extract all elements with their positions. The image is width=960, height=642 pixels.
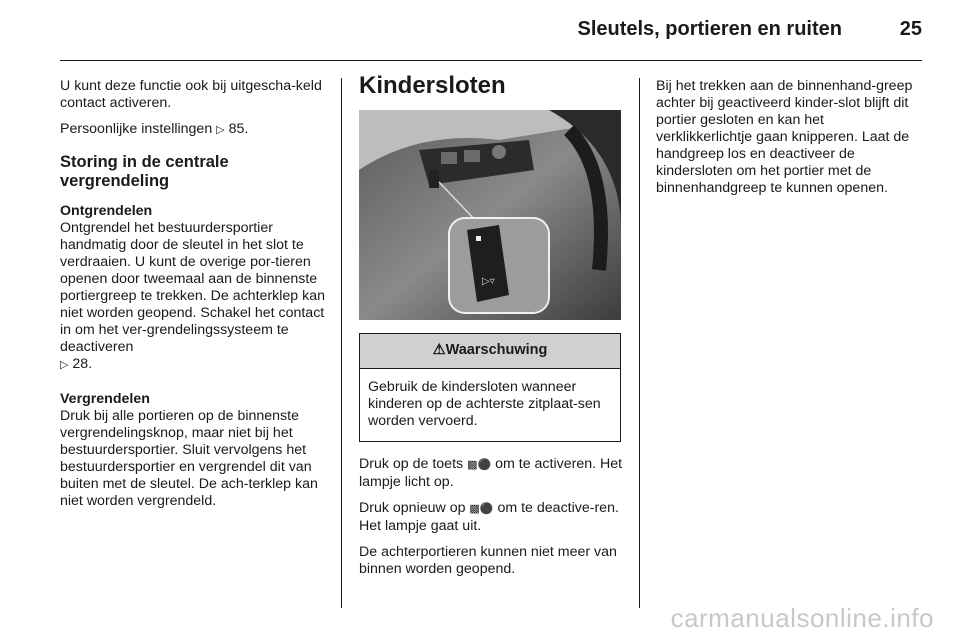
paragraph: U kunt deze functie ook bij uitgescha-keld contact activeren. <box>60 78 322 111</box>
subheading-unlock: Ontgrendelen <box>60 203 153 219</box>
warning-box <box>359 333 621 442</box>
column-middle <box>359 72 624 587</box>
warning-icon: ⚠ <box>432 342 446 358</box>
unlock-ref: 28. <box>72 356 93 372</box>
column-divider <box>639 78 640 608</box>
child-lock-icon: ▩⚫ <box>467 459 492 471</box>
door-switch-photo <box>359 110 621 320</box>
column-left <box>60 78 328 519</box>
column-divider <box>341 78 342 608</box>
section-title-kindersloten: Kindersloten <box>359 72 506 99</box>
watermark: carmanualsonline.info <box>670 603 934 633</box>
section-heading: Storing in de centrale vergrendeling <box>60 153 229 190</box>
paragraph-activate <box>359 456 624 491</box>
page-ref-icon: ▷ <box>216 124 225 136</box>
child-lock-icon: ▩⚫ <box>469 503 494 515</box>
page-ref-icon: ▷ <box>60 359 69 371</box>
deactivate-text-b: om te deactive-ren. Het lampje gaat uit. <box>359 500 619 534</box>
unlock-text: Ontgrendel het bestuurdersportier handmatig door de sleutel in het slot te verdraaien. U kunt de overige por-tieren openen door tweemaal aan de binnenste portiergreep te trekken. De achterklep kan niet worden geopend. Schakel het contact in om het ver-grendelingssysteem te deactiveren <box>60 220 325 355</box>
paragraph-reference <box>60 121 328 139</box>
svg-text:▷▿: ▷▿ <box>482 276 495 287</box>
paragraph-rear-doors: De achterportieren kunnen niet meer van binnen worden geopend. <box>359 544 617 577</box>
page-header-title: Sleutels, portieren en ruiten <box>577 18 842 40</box>
header-rule <box>60 60 922 61</box>
warning-text: Gebruik de kindersloten wanneer kinderen op de achterste zitplaat-sen worden vervoerd. <box>368 379 601 429</box>
paragraph: Bij het trekken aan de binnenhand-greep achter bij geactiveerd kinder-slot blijft dit portier gesloten en kan het verklikkerlichtje gaan knipperen. Laat de handgreep los en deactiveer de kindersloten om het portier met de binnenhandgreep te kunnen openen. <box>656 78 913 196</box>
deactivate-text-a: Druk opnieuw op <box>359 500 466 516</box>
activate-text-a: Druk op de toets <box>359 456 464 472</box>
reference-page: 85. <box>228 121 249 137</box>
page-number: 25 <box>899 18 922 40</box>
paragraph-deactivate <box>359 500 624 535</box>
reference-text: Persoonlijke instellingen <box>60 121 213 137</box>
column-right <box>656 78 924 206</box>
warning-title: Waarschuwing <box>445 342 548 358</box>
subheading-lock: Vergrendelen <box>60 391 150 407</box>
activate-text-b: om te activeren. Het lampje licht op. <box>359 456 623 490</box>
paragraph-lock: Druk bij alle portieren op de binnenste vergrendelingsknop, maar niet bij het bestuurdersportier. Sluit vervolgens het bestuurdersportier en vergrendel dit van buiten met de sleutel. De ach-terklep kan niet worden vergrendeld. <box>60 408 318 509</box>
warning-header <box>360 334 620 369</box>
paragraph-unlock <box>60 220 328 374</box>
